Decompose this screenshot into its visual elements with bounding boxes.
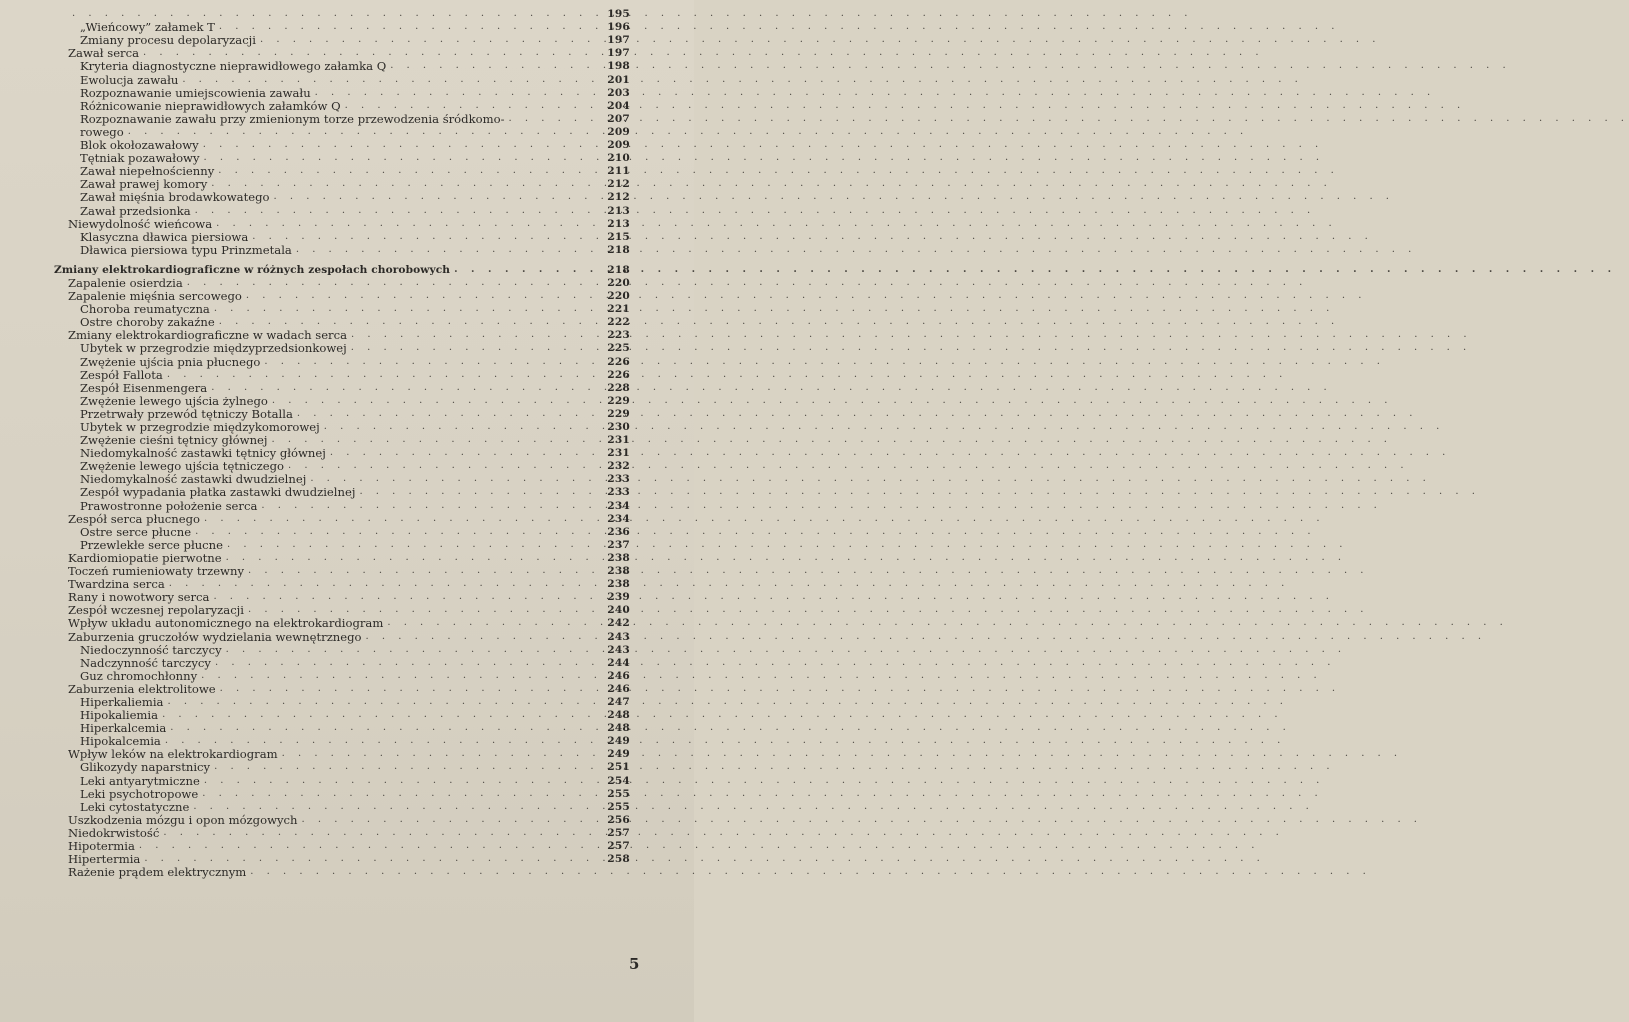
toc-entry-title: Rozpoznawanie zawału przy zmienionym torze przewodzenia śródkomo-	[80, 111, 505, 126]
page-number: 5	[629, 955, 640, 973]
toc-entry	[54, 709, 630, 722]
toc-entry-title: Niedomykalność zastawki dwudzielnej	[80, 472, 307, 487]
toc-entry-page: 248	[607, 722, 630, 735]
dot-leader	[264, 356, 603, 369]
toc-entry-page: 195	[607, 8, 630, 21]
toc-entry-page: 212	[607, 178, 630, 191]
dot-leader	[193, 801, 603, 814]
toc-entry-page: 226	[607, 355, 630, 368]
toc-entry	[54, 395, 630, 408]
toc-entry-page: 234	[607, 499, 630, 512]
toc-entry-title: Zawał niepełnościenny	[80, 164, 215, 179]
toc-entry	[54, 165, 630, 178]
toc-entry-page: 242	[607, 617, 630, 630]
toc-entry	[54, 231, 630, 244]
dot-leader	[359, 486, 603, 499]
toc-entry	[54, 369, 630, 382]
toc-entry-title: Zmiany elektrokardiograficzne w różnych zespołach chorobowych	[54, 263, 451, 276]
toc-entry-page: 240	[607, 604, 630, 617]
toc-entry	[54, 152, 630, 165]
book-page	[0, 0, 694, 1022]
toc-entry	[54, 244, 630, 257]
toc-entry-title: Zaburzenia elektrolitowe	[68, 681, 216, 696]
toc-entry-page: 238	[607, 565, 630, 578]
toc-entry-page: 229	[607, 407, 630, 420]
toc-entry-page: 213	[607, 217, 630, 230]
toc-entry-page: 230	[607, 421, 630, 433]
toc-entry	[54, 73, 630, 86]
toc-entry-page: 256	[607, 813, 630, 826]
toc-entry-title: Rażenie prądem elektrycznym	[68, 865, 247, 880]
toc-entry-page: 255	[607, 800, 630, 813]
dot-leader	[220, 683, 604, 696]
toc-entry-title: Niedokrwistość	[68, 825, 160, 840]
toc-entry-page: 243	[607, 643, 630, 656]
toc-entry	[54, 814, 630, 827]
dot-leader	[144, 853, 603, 866]
toc-entry-title: Zespół serca płucnego	[68, 511, 201, 526]
toc-entry-title: Ostre choroby zakaźne	[80, 315, 215, 330]
dot-leader	[219, 21, 603, 34]
toc-entry-page: 204	[607, 99, 630, 112]
toc-entry-title: Blok okołozawałowy	[80, 138, 199, 153]
dot-leader	[390, 60, 603, 73]
dot-leader	[330, 447, 603, 460]
toc-entry-page: 236	[607, 525, 630, 538]
toc-entry-title: Rany i nowotwory serca	[68, 590, 210, 605]
dot-leader	[139, 840, 603, 853]
dot-leader	[167, 369, 603, 382]
toc-section-heading	[54, 264, 630, 277]
dot-leader	[202, 788, 603, 801]
toc-entry	[54, 735, 630, 748]
toc-entry	[54, 630, 630, 643]
toc-entry-page: 210	[607, 152, 630, 165]
dot-leader	[169, 578, 604, 591]
toc-entry-page: 228	[607, 381, 630, 394]
toc-entry-page: 231	[607, 447, 630, 460]
toc-entry	[54, 617, 630, 630]
toc-entry-title: Guz chromochłonny	[80, 668, 198, 683]
toc-entry-page: 238	[607, 578, 630, 591]
toc-entry	[54, 552, 630, 565]
dot-leader	[274, 191, 604, 204]
toc-entry-page: 247	[607, 695, 630, 708]
toc-entry-title: Hipertermia	[68, 852, 141, 867]
dot-leader	[143, 47, 603, 60]
toc-entry-page: 233	[607, 473, 630, 486]
toc-entry-page: 239	[607, 591, 630, 604]
toc-entry-title: Wpływ układu autonomicznego na elektrokardiogram	[68, 616, 384, 631]
toc-entry-title: Ewolucja zawału	[80, 72, 179, 87]
toc-entry-title: Ubytek w przegrodzie międzyprzedsionkowej	[80, 341, 347, 356]
toc-entry-page: 233	[607, 486, 630, 499]
dot-leader	[261, 500, 603, 513]
dot-leader	[248, 604, 603, 617]
toc-entry-page: 257	[607, 840, 630, 852]
dot-leader	[297, 408, 603, 421]
dot-leader	[250, 866, 617, 879]
toc-entry	[54, 447, 630, 460]
toc-entry	[54, 513, 630, 526]
toc-entry-page: 220	[607, 290, 630, 303]
dot-leader	[366, 631, 604, 644]
toc-entry-title: Przewlekłe serce płucne	[80, 537, 223, 552]
toc-entry-page: 197	[607, 47, 630, 60]
toc-entry-title: Zwężenie lewego ujścia żylnego	[80, 393, 268, 408]
dot-leader	[195, 205, 604, 218]
toc-entry	[54, 316, 630, 329]
dot-leader	[310, 473, 603, 486]
toc-entry-title: Rozpoznawanie umiejscowienia zawału	[80, 85, 311, 100]
toc-entry-page: 218	[607, 263, 630, 276]
toc-entry-title: Zapalenie osierdzia	[68, 275, 183, 290]
toc-entry	[54, 853, 630, 866]
dot-leader	[204, 775, 603, 788]
dot-leader	[248, 565, 603, 578]
toc-entry	[54, 748, 630, 761]
dot-leader	[324, 421, 604, 434]
toc-entry-title: „Wieńcowy” załamek T	[80, 20, 215, 35]
dot-leader	[204, 152, 604, 165]
dot-leader	[272, 395, 603, 408]
toc-entry-page: 234	[607, 512, 630, 525]
toc-entry	[54, 788, 630, 801]
toc-entry-page: 251	[607, 761, 630, 774]
dot-leader	[272, 434, 604, 447]
toc-entry-title: Zmiany elektrokardiograficzne w wadach serca	[68, 328, 348, 343]
dot-leader	[165, 735, 603, 748]
toc-entry	[54, 801, 630, 814]
dot-leader	[163, 827, 603, 840]
dot-leader	[214, 761, 603, 774]
toc-entry-page: 197	[607, 34, 630, 47]
toc-entry-title: Przetrwały przewód tętniczy Botalla	[80, 406, 293, 421]
toc-entry-page: 246	[607, 669, 630, 682]
dot-leader	[204, 513, 603, 526]
toc-entry-page: 209	[607, 125, 630, 138]
toc-entry	[54, 303, 630, 316]
toc-entry-page: 254	[607, 774, 630, 787]
toc-entry-page: 221	[607, 303, 630, 316]
toc-entry-page: 213	[607, 204, 630, 217]
toc-entry	[54, 657, 630, 670]
toc-entry-title: Niedoczynność tarczycy	[80, 642, 222, 657]
toc-entry-title: Leki psychotropowe	[80, 786, 199, 801]
table-of-contents	[54, 8, 630, 879]
toc-entry-title: Niedomykalność zastawki tętnicy głównej	[80, 446, 326, 461]
toc-entry	[54, 408, 630, 421]
toc-entry-page: 223	[607, 329, 630, 342]
toc-entry	[54, 113, 630, 126]
toc-entry-page: 209	[607, 139, 630, 152]
toc-entry-title: Twardzina serca	[68, 577, 165, 592]
toc-entry	[54, 683, 630, 696]
dot-leader	[226, 644, 604, 657]
toc-entry-title: Klasyczna dławica piersiowa	[80, 229, 249, 244]
toc-entry-title: Zawał przedsionka	[80, 203, 191, 218]
toc-entry	[54, 382, 630, 395]
toc-entry	[54, 100, 630, 113]
dot-leader	[170, 722, 603, 735]
dot-leader	[203, 139, 604, 152]
toc-entry-title: Kardiomiopatie pierwotne	[68, 550, 222, 565]
dot-leader	[211, 382, 603, 395]
dot-leader	[288, 460, 603, 473]
toc-entry	[54, 421, 630, 434]
toc-entry	[54, 277, 630, 290]
toc-entry-page: 232	[607, 460, 630, 473]
dot-leader	[226, 552, 604, 565]
dot-leader	[128, 126, 604, 139]
toc-entry-page: 229	[607, 394, 630, 407]
toc-entry-title: Zespół Eisenmengera	[80, 380, 208, 395]
toc-entry-page: 248	[607, 709, 630, 722]
dot-leader	[454, 264, 603, 277]
toc-entry	[54, 34, 630, 47]
toc-entry-title: Hiperkaliemia	[80, 694, 164, 709]
toc-entry-title: rowego	[80, 124, 124, 139]
toc-entry	[54, 866, 630, 879]
toc-entry	[54, 460, 630, 473]
dot-leader	[296, 244, 603, 257]
toc-entry-title: Zwężenie ujścia pnia płucnego	[80, 354, 261, 369]
toc-entry-page: 222	[607, 316, 630, 329]
dot-leader	[187, 277, 603, 290]
toc-entry	[54, 578, 630, 591]
toc-entry	[54, 499, 630, 512]
toc-entry-title: Hiperkalcemia	[80, 721, 167, 736]
dot-leader	[182, 74, 603, 87]
toc-entry	[54, 722, 630, 735]
toc-entry-title: Zespół wypadania płatka zastawki dwudzielnej	[80, 485, 356, 500]
toc-entry-title: Hipokalcemia	[80, 734, 161, 749]
toc-entry-title: Różnicowanie nieprawidłowych załamków Q	[80, 98, 341, 113]
toc-entry-page: 237	[607, 538, 630, 551]
toc-entry-page: 226	[607, 368, 630, 381]
toc-entry-title: Zawał prawej komory	[80, 177, 208, 192]
toc-entry-title: Ubytek w przegrodzie międzykomorowej	[80, 420, 320, 434]
toc-entry-page: 257	[607, 826, 630, 839]
toc-entry-page: 215	[607, 230, 630, 243]
toc-entry-title: Hipokaliemia	[80, 708, 159, 723]
dot-leader	[302, 814, 604, 827]
dot-leader	[214, 303, 603, 316]
toc-entry	[54, 539, 630, 552]
dot-leader	[351, 329, 603, 342]
toc-entry	[54, 204, 630, 217]
toc-entry-title: Zespół wczesnej repolaryzacji	[68, 603, 244, 618]
dot-leader	[260, 34, 603, 47]
toc-entry-page: 211	[607, 165, 630, 178]
dot-leader	[315, 87, 604, 100]
dot-leader	[72, 8, 603, 21]
toc-entry	[54, 473, 630, 486]
dot-leader	[227, 539, 603, 552]
dot-leader	[162, 709, 603, 722]
toc-entry	[54, 670, 630, 683]
toc-entry-title: Toczeń rumieniowaty trzewny	[68, 564, 244, 579]
toc-entry	[54, 191, 630, 204]
toc-entry-page: 225	[607, 342, 630, 355]
toc-entry-title: Zaburzenia gruczołów wydzielania wewnętrznego	[68, 629, 362, 644]
toc-entry-title: Zwężenie lewego ujścia tętniczego	[80, 459, 285, 474]
toc-entry	[54, 87, 630, 100]
toc-entry-title: Leki antyarytmiczne	[80, 773, 200, 788]
toc-entry-title: Zawał serca	[68, 46, 140, 61]
toc-entry	[54, 840, 630, 853]
dot-leader	[216, 218, 603, 231]
toc-entry	[54, 47, 630, 60]
toc-entry-page: 249	[607, 748, 630, 761]
dot-leader	[345, 100, 604, 113]
toc-entry-page: 244	[607, 656, 630, 669]
toc-entry-title: Prawostronne położenie serca	[80, 498, 258, 513]
toc-entry-title: Zapalenie mięśnia sercowego	[68, 289, 242, 304]
toc-entry	[54, 355, 630, 368]
toc-entry-page: 201	[607, 73, 630, 86]
toc-entry-title: Niewydolność wieńcowa	[68, 216, 213, 231]
toc-entry-title: Zawał mięśnia brodawkowatego	[80, 190, 270, 205]
toc-entry-title: Zespół Fallota	[80, 367, 163, 382]
toc-entry-page: 231	[607, 434, 630, 447]
toc-entry-page: 243	[607, 630, 630, 643]
toc-entry-title: Ostre serce płucne	[80, 524, 192, 539]
toc-entry-page: 258	[607, 853, 630, 866]
dot-leader	[246, 290, 603, 303]
toc-entry-page: 220	[607, 276, 630, 289]
toc-entry-page: 218	[607, 243, 630, 256]
dot-leader	[215, 657, 603, 670]
toc-entry-title: Nadczynność tarczycy	[80, 655, 211, 670]
toc-entry	[54, 218, 630, 231]
toc-entry	[54, 60, 630, 73]
dot-leader	[252, 231, 603, 244]
dot-leader	[351, 342, 604, 355]
dot-leader	[387, 617, 603, 630]
toc-entry	[54, 696, 630, 709]
toc-entry-title: Choroba reumatyczna	[80, 302, 210, 317]
toc-entry	[54, 434, 630, 447]
toc-entry-page: 238	[607, 551, 630, 564]
dot-leader	[218, 165, 603, 178]
toc-entry	[54, 290, 630, 303]
dot-leader	[282, 748, 604, 761]
toc-entry-page: 249	[607, 735, 630, 748]
toc-entry-page: 198	[607, 60, 630, 73]
toc-entry-title: Leki cytostatyczne	[80, 799, 190, 814]
dot-leader	[219, 316, 604, 329]
toc-entry	[54, 565, 630, 578]
toc-entry	[54, 486, 630, 499]
dot-leader	[201, 670, 603, 683]
toc-entry	[54, 774, 630, 787]
toc-entry	[54, 827, 630, 840]
toc-entry	[54, 342, 630, 355]
toc-entry-page: 255	[607, 787, 630, 800]
dot-leader	[195, 526, 603, 539]
toc-entry-title: Kryteria diagnostyczne nieprawidłowego załamka Q	[80, 59, 387, 74]
toc-entry-title: Tętniak pozawałowy	[80, 151, 200, 166]
toc-entry-page: 203	[607, 86, 630, 99]
toc-entry	[54, 21, 630, 34]
toc-entry	[54, 329, 630, 342]
toc-entry-title: Glikozydy naparstnicy	[80, 760, 211, 775]
toc-entry	[54, 591, 630, 604]
toc-entry	[54, 178, 630, 191]
dot-leader	[167, 696, 603, 709]
toc-entry-title: Uszkodzenia mózgu i opon mózgowych	[68, 812, 298, 827]
dot-leader	[509, 113, 604, 126]
toc-entry	[54, 8, 630, 21]
toc-entry-page: 207	[607, 112, 630, 125]
toc-entry	[54, 126, 630, 139]
toc-entry	[54, 761, 630, 774]
toc-entry-title: Hipotermia	[68, 839, 135, 853]
toc-entry	[54, 526, 630, 539]
toc-entry-title: Zmiany procesu depolaryzacji	[80, 33, 256, 48]
toc-entry	[54, 604, 630, 617]
toc-entry-title: Wpływ leków na elektrokardiogram	[68, 747, 278, 762]
toc-entry-page: 212	[607, 191, 630, 204]
toc-entry	[54, 139, 630, 152]
toc-entry-page: 196	[607, 21, 630, 34]
dot-leader	[213, 591, 603, 604]
dot-leader	[211, 178, 603, 191]
toc-entry-page: 246	[607, 682, 630, 695]
toc-entry	[54, 644, 630, 657]
toc-entry-title: Zwężenie cieśni tętnicy głównej	[80, 433, 268, 448]
toc-entry-title: Dławica piersiowa typu Prinzmetala	[80, 242, 292, 257]
